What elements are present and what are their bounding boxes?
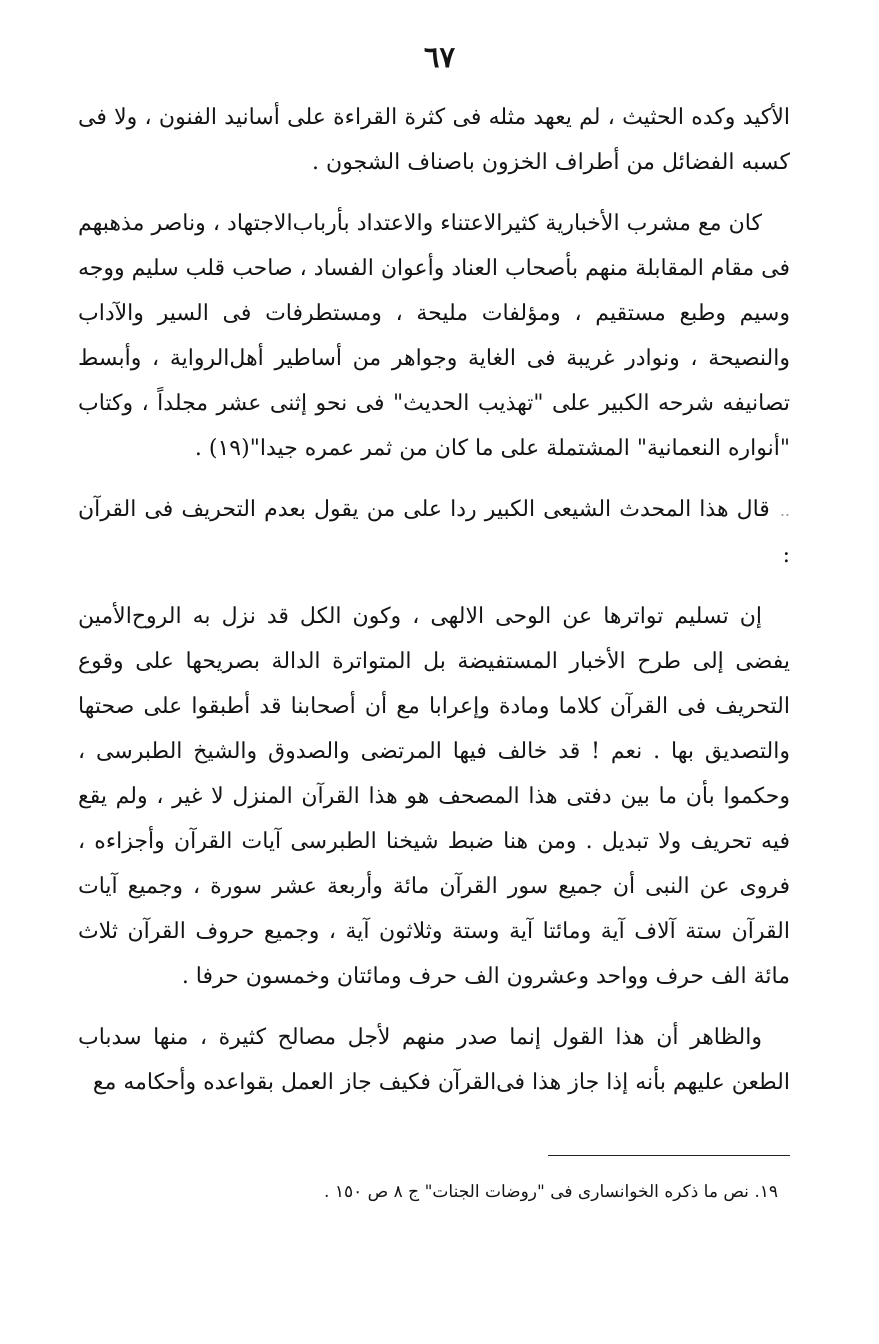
paragraph-1 [78,95,790,185]
paragraph-2 [78,201,790,471]
paragraph-4-text: إن تسليم تواترها عن الوحى الالهى ، وكون الكل قد نزل به الروح‌الأمين يفضى إلى طرح الأخبار المستفيضة بل المتواترة الدالة بصريحها على وقوع التحريف فى القرآن كلاما ومادة وإعرابا مع أن أصحابنا قد أطبقوا على صحتها والتصديق بها . نعم ! قد خالف فيها المرتضى والصدوق والشيخ الطبرسى ، وحكموا بأن ما بين دفتى هذا المصحف هو هذا القرآن المنزل لا غير ، ولم يقع فيه تحريف ولا تبديل . ومن هنا ضبط شيخنا الطبرسى آيات القرآن وأجزاءه ، فروى عن النبى أن جميع سور القرآن مائة وأربعة عشر سورة ، وجميع آيات القرآن ستة آلاف آية ومائتا آية وستة وثلاثون آية ، وجميع حروف القرآن ثلاث مائة الف حرف وواحد وعشرون الف حرف ومائتان وخمسون حرفا . [78,604,790,989]
paragraph-5-text: والظاهر أن هذا القول إنما صدر منهم لأجل مصالح كثيرة ، منها سدباب الطعن عليهم بأنه إذا جاز هذا فى‌القرآن فكيف جاز العمل بقواعده وأحكامه مع [78,1025,790,1095]
paragraph-5 [78,1015,790,1105]
paragraph-2-text: كان مع مشرب الأخبارية كثيرالاعتناء والاعتداد بأرباب‌الاجتهاد ، وناصر مذهبهم فى مقام المقابلة منهم بأصحاب العناد وأعوان الفساد ، صاحب قلب سليم ووجه وسيم وطبع مستقيم ، ومؤلفات مليحة ، ومستطرفات فى السير والآداب والنصيحة ، ونوادر غريبة فى الغاية وجواهر من أساطير أهل‌الرواية ، وأبسط تصانيفه شرحه الكبير على "تهذيب الحديث" فى نحو إثنى عشر مجلداً ، وكتاب "أنواره النعمانية" المشتملة على ما كان من ثمر عمره جيدا"(١٩) . [78,211,790,461]
paragraph-1-text: الأكيد وكده الحثيث ، لم يعهد مثله فى كثرة القراءة على أسانيد الفنون ، ولا فى كسبه الفضائل من أطراف الخزون باصناف الشجون . [78,105,790,175]
footnote: ١٩. نص ما ذكره الخوانسارى فى "روضات الجنات" ج ٨ ص ١٥٠ . [324,1182,778,1202]
paragraph-3 [78,487,790,578]
paragraph-4 [78,594,790,999]
footnote-divider [548,1155,790,1156]
main-text [78,95,790,1105]
page-number: ٦٧ [423,40,456,74]
paragraph-marker: .. [779,501,790,520]
paragraph-3-text: قال هذا المحدث الشيعى الكبير ردا على من يقول بعدم التحريف فى القرآن : [78,497,790,568]
